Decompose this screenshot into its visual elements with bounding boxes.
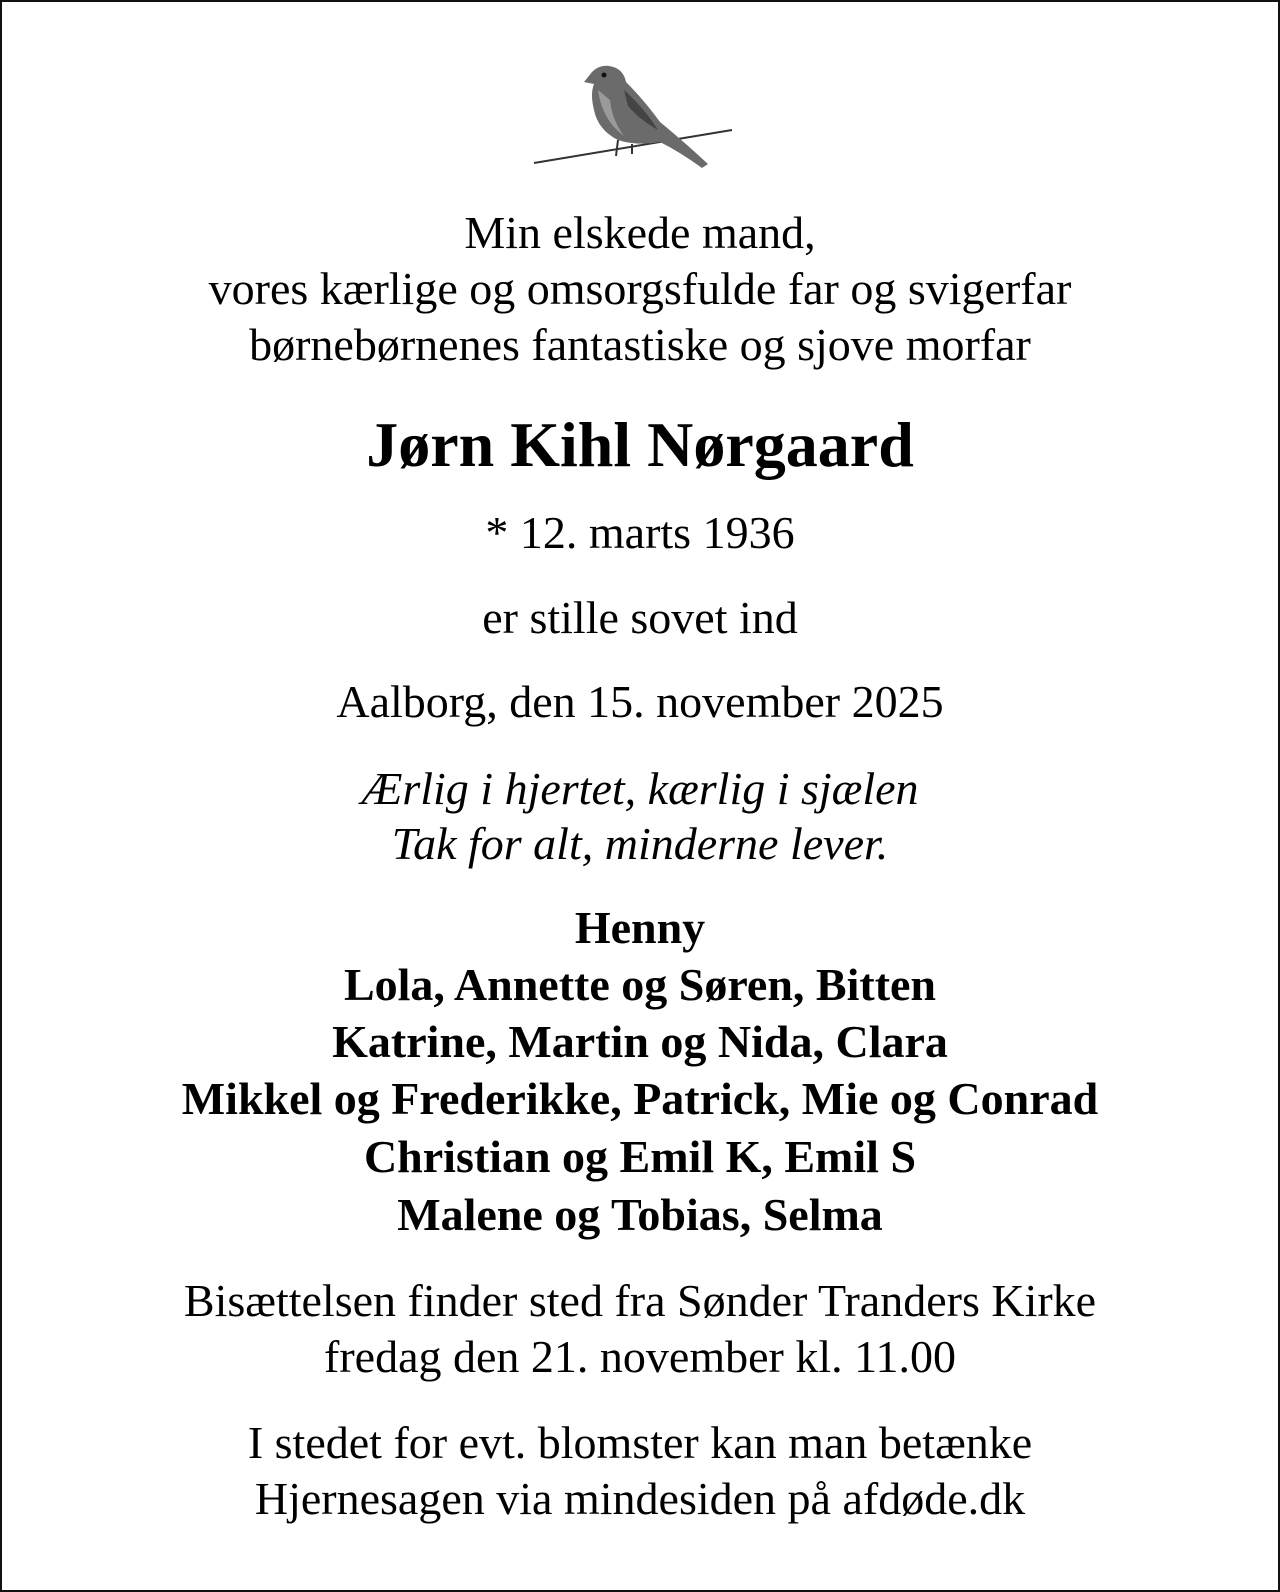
family-line: Henny: [574, 902, 706, 953]
intro-line: børnebørnenes fantastiske og sjove morfar: [249, 319, 1031, 370]
deceased-name: Jørn Kihl Nørgaard: [366, 409, 914, 480]
family-line: Mikkel og Frederikke, Patrick, Mie og Conrad: [181, 1073, 1099, 1124]
family-line: Lola, Annette og Søren, Bitten: [343, 959, 937, 1010]
funeral-line: fredag den 21. november kl. 11.00: [324, 1331, 956, 1382]
bird-on-branch-icon: [532, 60, 742, 172]
intro-line: vores kærlige og omsorgsfulde far og svigerfar: [208, 263, 1072, 314]
place-date: Aalborg, den 15. november 2025: [336, 676, 944, 727]
verse-line: Tak for alt, minderne lever.: [391, 818, 889, 869]
verse-line: Ærlig i hjertet, kærlig i sjælen: [361, 763, 919, 814]
birth-date: * 12. marts 1936: [485, 507, 795, 558]
family-line: Christian og Emil K, Emil S: [363, 1131, 917, 1182]
donation-line: Hjernesagen via mindesiden på afdøde.dk: [254, 1473, 1026, 1524]
passed-text: er stille sovet ind: [482, 592, 798, 643]
funeral-line: Bisættelsen finder sted fra Sønder Tranders Kirke: [183, 1275, 1097, 1326]
donation-line: I stedet for evt. blomster kan man betænke: [247, 1417, 1033, 1468]
family-line: Katrine, Martin og Nida, Clara: [332, 1016, 948, 1067]
intro-line: Min elskede mand,: [464, 207, 816, 258]
family-line: Malene og Tobias, Selma: [397, 1189, 883, 1240]
